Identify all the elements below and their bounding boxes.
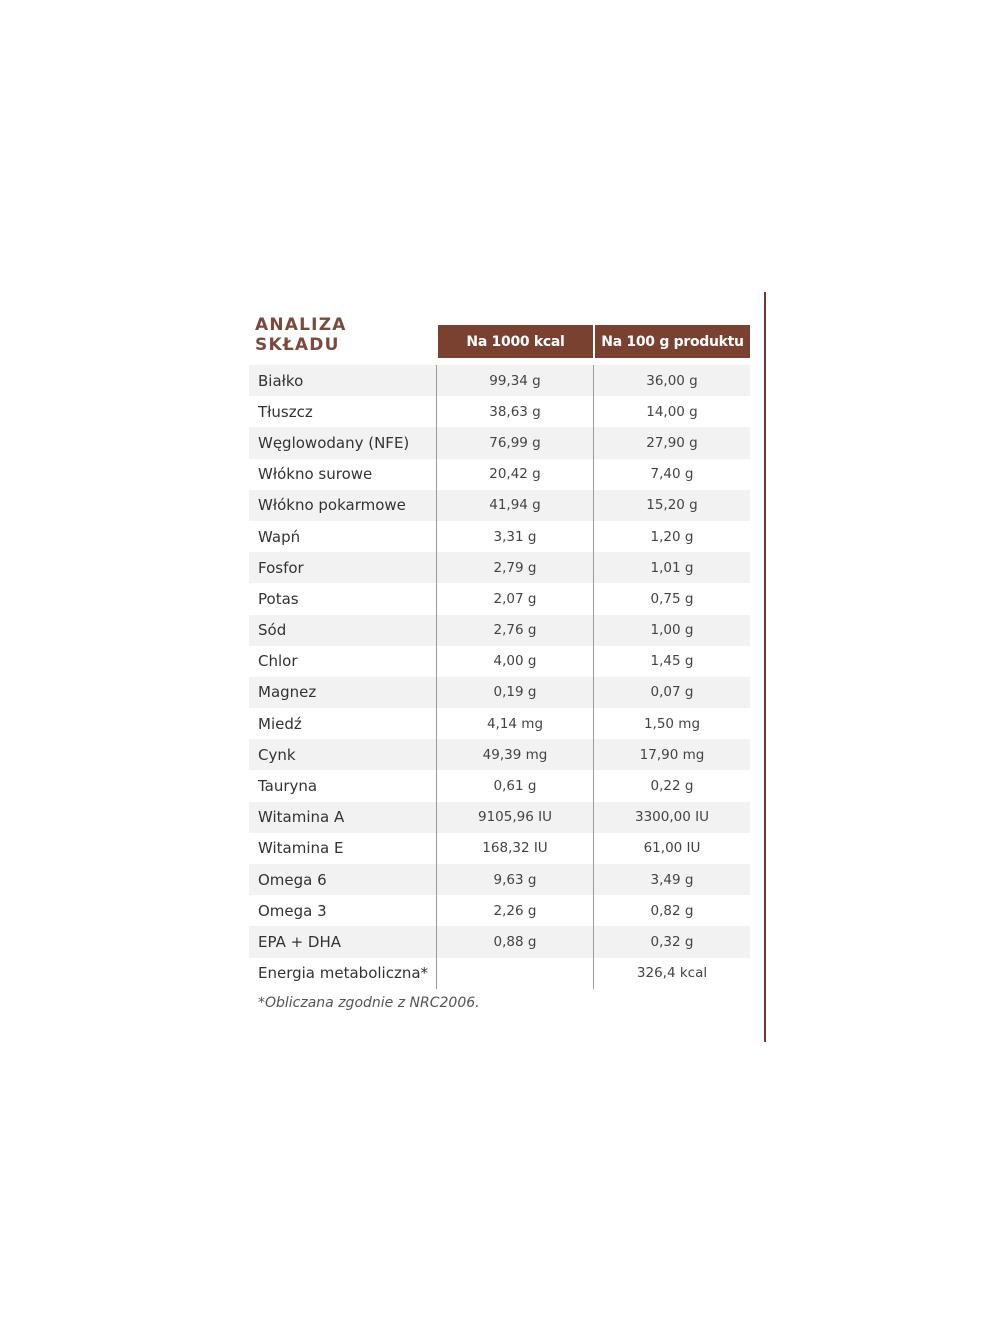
value-per-1000-kcal: 9105,96 IU (437, 802, 594, 833)
table-row (249, 396, 750, 427)
value-per-100-g: 1,45 g (650, 653, 694, 670)
table-row (249, 552, 750, 583)
table-row (249, 583, 750, 614)
value-per-100-g: 14,00 g (646, 403, 698, 420)
nutrient-name: Witamina A (249, 802, 437, 833)
table-title: ANALIZA SKŁADU (255, 315, 347, 355)
value-per-100-g: 326,4 kcal (636, 965, 708, 982)
value-per-100-g: 0,75 g (650, 590, 694, 607)
nutrient-name: Tauryna (249, 770, 437, 801)
table-row (249, 521, 750, 552)
nutrient-name: Omega 6 (249, 864, 437, 895)
footnote: *Obliczana zgodnie z NRC2006. (258, 994, 480, 1011)
value-per-1000-kcal: 0,19 g (437, 677, 594, 708)
value-per-1000-kcal: 168,32 IU (437, 833, 594, 864)
nutrient-name: Potas (249, 583, 437, 614)
composition-panel (249, 315, 750, 1011)
table-body (249, 365, 750, 989)
nutrient-name: Tłuszcz (249, 396, 437, 427)
value-per-1000-kcal: 2,79 g (437, 552, 594, 583)
table-row (249, 895, 750, 926)
column-header-per-1000-kcal: Na 1000 kcal (438, 325, 593, 358)
nutrient-name: Energia metaboliczna* (249, 958, 437, 989)
value-per-1000-kcal: 41,94 g (437, 490, 594, 521)
table-row (249, 958, 750, 989)
nutrient-name: Cynk (249, 739, 437, 770)
table-row (249, 770, 750, 801)
value-per-100-g: 0,82 g (650, 902, 694, 919)
value-per-100-g: 36,00 g (646, 372, 698, 389)
table-row (249, 365, 750, 396)
value-per-1000-kcal: 38,63 g (437, 396, 594, 427)
nutrient-name: Białko (249, 365, 437, 396)
value-per-100-g: 15,20 g (646, 497, 698, 514)
table-header (249, 315, 750, 358)
value-per-1000-kcal: 2,76 g (437, 615, 594, 646)
table-row (249, 459, 750, 490)
table-row (249, 615, 750, 646)
value-per-100-g: 3,49 g (650, 871, 694, 888)
nutrient-name: Wapń (249, 521, 437, 552)
nutrient-name: Sód (249, 615, 437, 646)
value-per-1000-kcal: 20,42 g (437, 459, 594, 490)
table-row (249, 833, 750, 864)
nutrient-name: EPA + DHA (249, 926, 437, 957)
table-row (249, 427, 750, 458)
value-per-1000-kcal: 4,14 mg (437, 708, 594, 739)
column-header-per-100-g: Na 100 g produktu (595, 325, 750, 358)
value-per-1000-kcal: 0,61 g (437, 770, 594, 801)
table-row (249, 739, 750, 770)
value-per-100-g: 1,00 g (650, 622, 694, 639)
nutrient-name: Magnez (249, 677, 437, 708)
table-row (249, 802, 750, 833)
value-per-1000-kcal: 2,07 g (437, 583, 594, 614)
nutrient-name: Chlor (249, 646, 437, 677)
nutrient-name: Włókno surowe (249, 459, 437, 490)
table-row (249, 490, 750, 521)
table-row (249, 708, 750, 739)
nutrient-name: Fosfor (249, 552, 437, 583)
value-per-100-g: 61,00 IU (643, 840, 701, 857)
nutrient-name: Włókno pokarmowe (249, 490, 437, 521)
nutrient-name: Miedź (249, 708, 437, 739)
value-per-1000-kcal: 49,39 mg (437, 739, 594, 770)
value-per-100-g: 27,90 g (646, 434, 698, 451)
value-per-1000-kcal: 99,34 g (437, 365, 594, 396)
value-per-1000-kcal: 4,00 g (437, 646, 594, 677)
table-row (249, 677, 750, 708)
value-per-1000-kcal: 0,88 g (437, 926, 594, 957)
table-row (249, 926, 750, 957)
table-row (249, 864, 750, 895)
value-per-100-g: 17,90 mg (639, 746, 705, 763)
value-per-100-g: 7,40 g (650, 466, 694, 483)
value-per-100-g: 0,07 g (650, 684, 694, 701)
nutrient-name: Witamina E (249, 833, 437, 864)
value-per-1000-kcal: 76,99 g (437, 427, 594, 458)
value-per-100-g: 1,20 g (650, 528, 694, 545)
vertical-divider-line (764, 292, 766, 1042)
value-per-100-g: 1,01 g (650, 559, 694, 576)
value-per-100-g: 1,50 mg (643, 715, 701, 732)
value-per-1000-kcal: 9,63 g (437, 864, 594, 895)
value-per-1000-kcal: 2,26 g (437, 895, 594, 926)
value-per-100-g: 0,22 g (650, 778, 694, 795)
value-per-1000-kcal: 3,31 g (437, 521, 594, 552)
nutrient-name: Węglowodany (NFE) (249, 427, 437, 458)
value-per-1000-kcal (437, 958, 594, 989)
value-per-100-g: 3300,00 IU (635, 809, 709, 826)
value-per-100-g: 0,32 g (650, 933, 694, 950)
table-row (249, 646, 750, 677)
nutrient-name: Omega 3 (249, 895, 437, 926)
